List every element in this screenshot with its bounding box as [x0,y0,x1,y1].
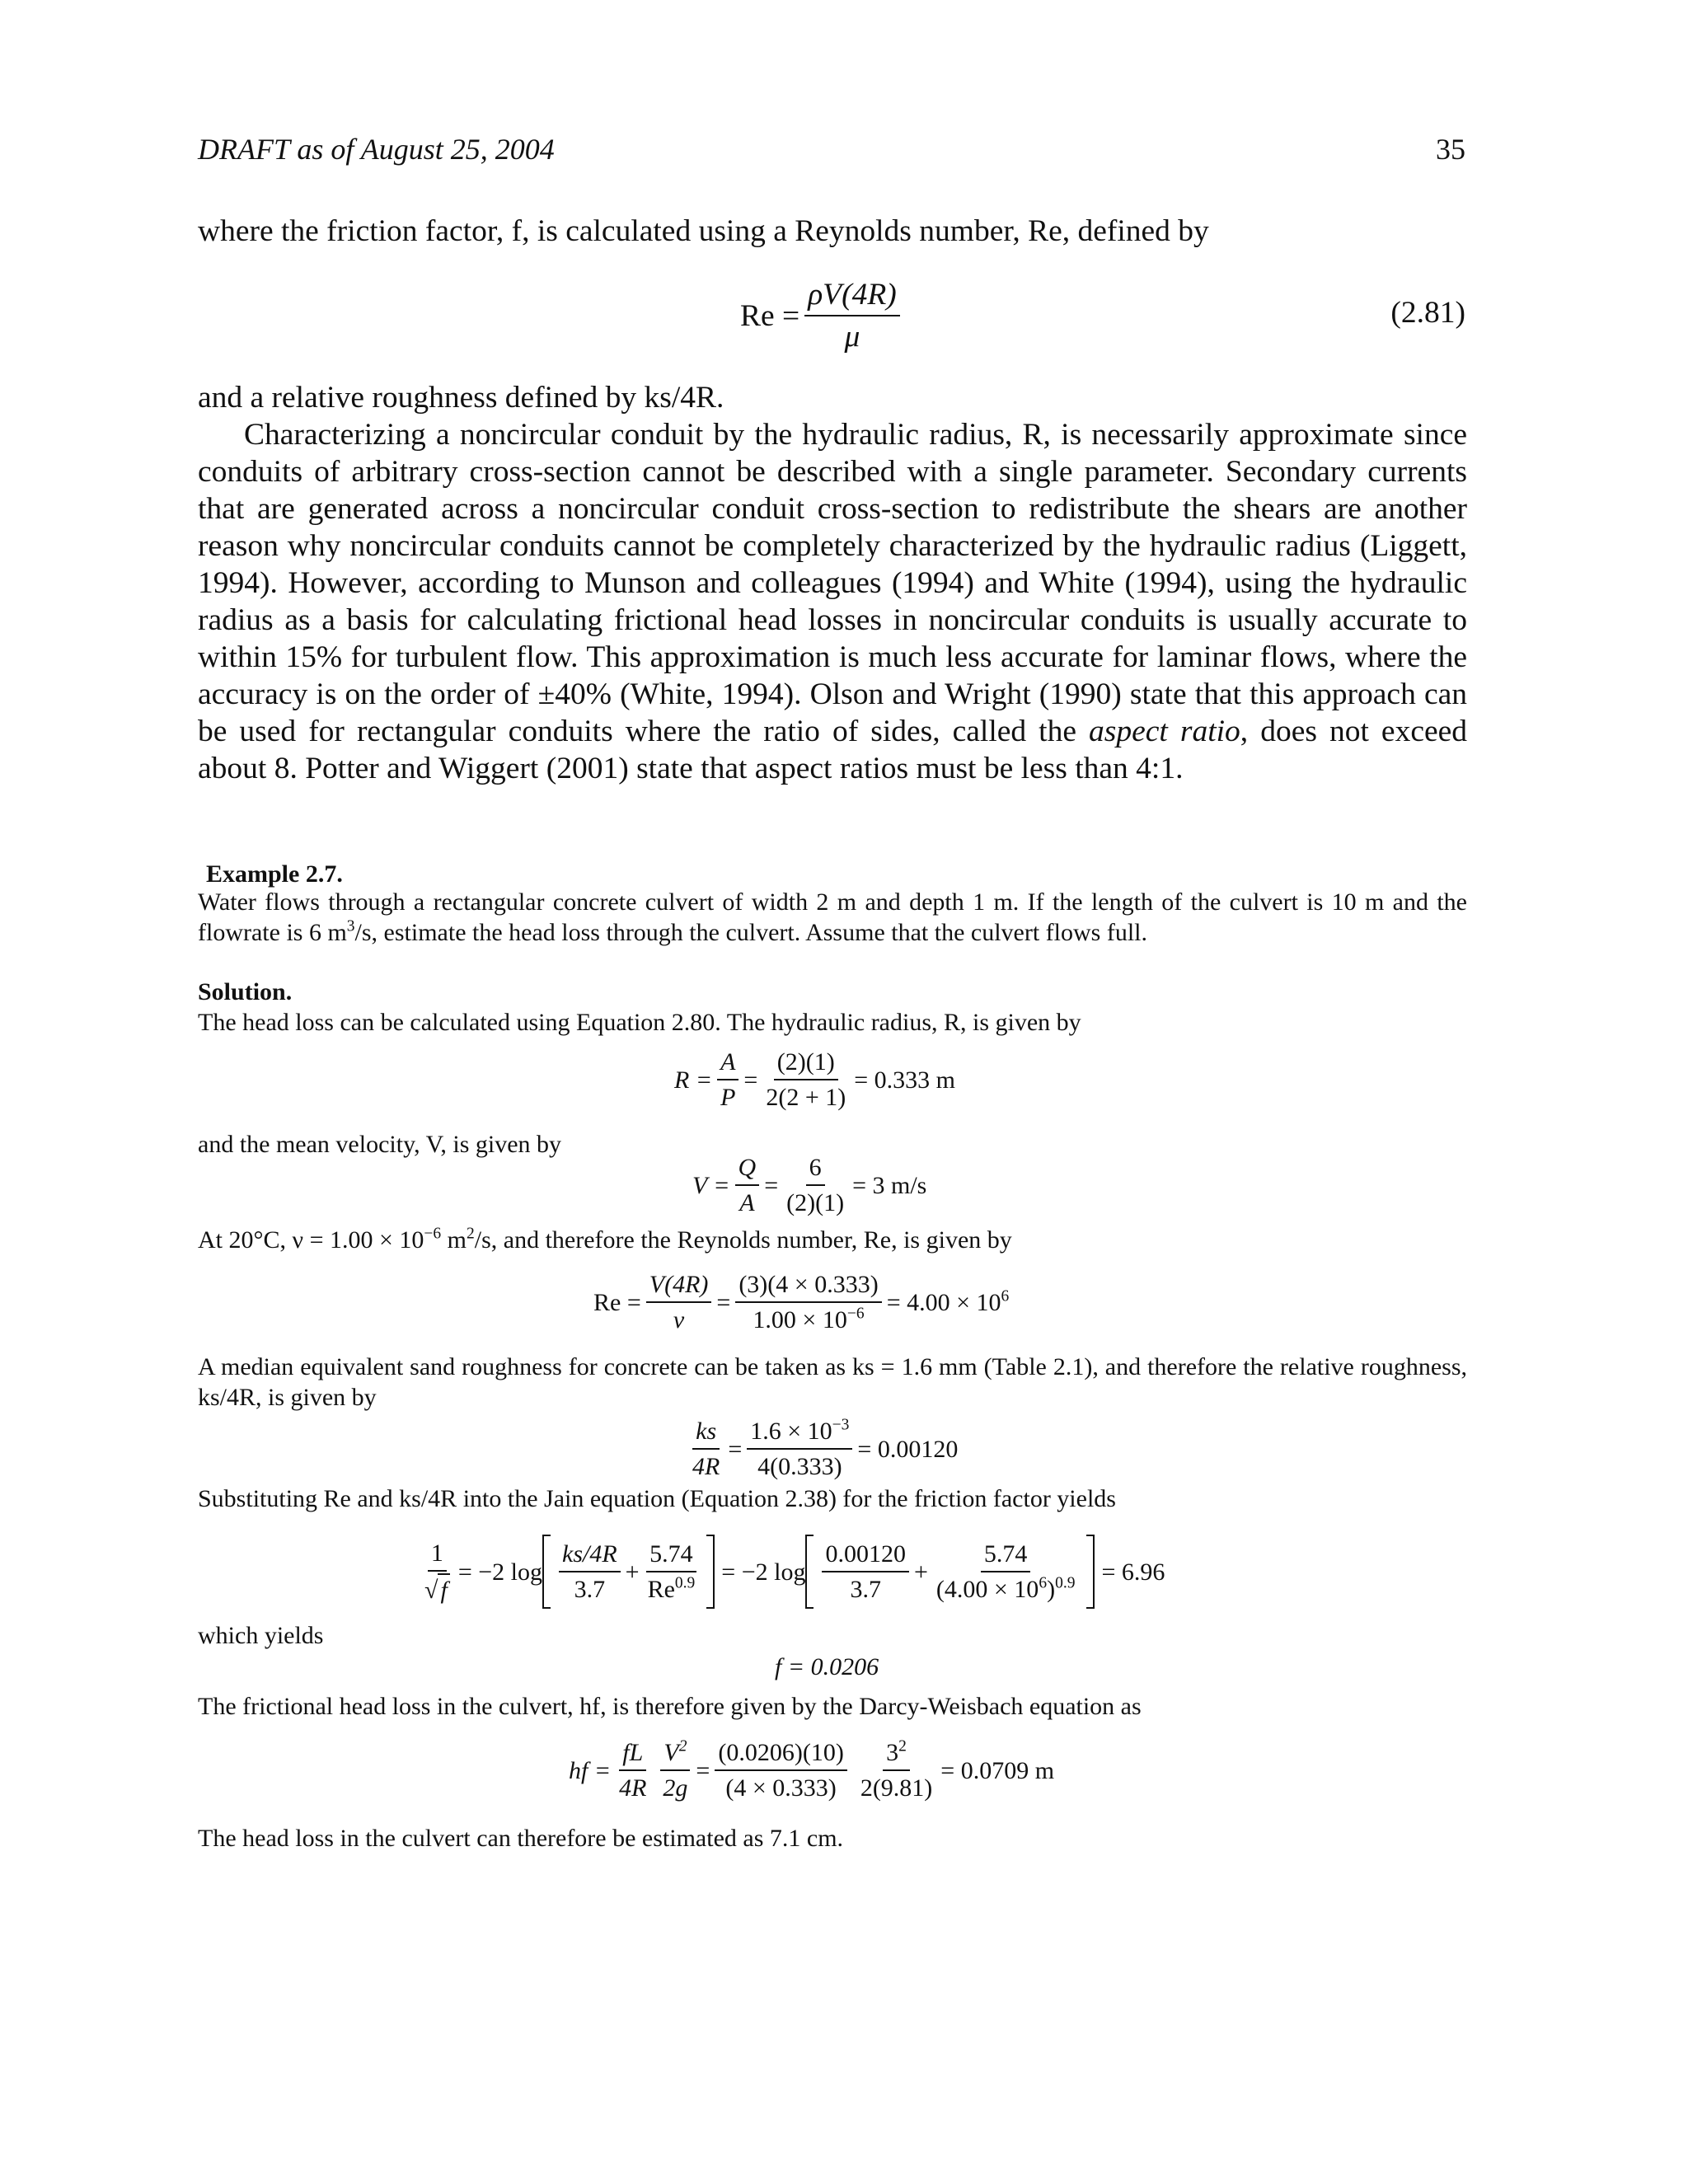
eq-281-lhs: Re = [740,298,800,333]
equation-relative-roughness: $\frac{ks}{4R}$ = $\frac{1.6 \times 10^{-3}}{4(0.333)}$ = 0.00120 [684,1416,958,1482]
eq-jain-a-num: ks/4R [559,1539,621,1572]
solution-line-4: A median equivalent sand roughness for concrete can be taken as ks = 1.6 mm (Table 2.1), and therefore the relative roughness, ks/4R, is given by [198,1353,1467,1411]
eq-jain-c-num: 0.00120 [822,1539,909,1572]
equation-reynolds: Re = $\frac{V(4R)}{\nu}$ = $\frac{(3)(4 \times 0.333)}{1.00 \times 10^{-6}}$ = $4.00 \times 10^6$ [593,1271,1010,1333]
eq-jain-result: = 6.96 [1101,1558,1165,1586]
right-bracket-1 [706,1535,715,1609]
line3-b: m [441,1226,467,1254]
line3-sup: −6 [424,1225,442,1243]
eq-jain-b-num: 5.74 [646,1539,696,1572]
equation-head-loss: hf = $\frac{fL}{4R}$ $\frac{V^2}{2g}$ = $\frac{(0.0206)(10)}{(4 \times 0.333)}$ $\frac{3^2}{2(9.81)}$ = 0.0709 m [569,1737,1055,1802]
eq-281-denominator: μ [844,320,860,354]
eq-hf-result: = 0.0709 m [940,1756,1055,1784]
eq-ks-result: = 0.00120 [857,1435,959,1463]
eq-hf-den4: 2(9.81) [860,1774,933,1802]
eq-v-den1: A [739,1189,755,1216]
solution-line-6: which yields [198,1622,324,1649]
eq-jain-mid2: = −2 log [721,1558,806,1586]
eq-hf-den1: 4R [619,1774,647,1802]
eq-v-den2: (2)(1) [786,1189,845,1216]
eq-re-result-sup: 6 [1001,1286,1010,1305]
eq-r-result: = 0.333 m [854,1066,955,1094]
eq-hf-den2: 2g [663,1774,688,1802]
line3-a: At 20°C, ν = 1.00 × 10 [198,1226,424,1254]
right-bracket-2 [1086,1535,1095,1609]
eq-re-num1: V(4R) [646,1269,712,1303]
aspect-ratio-term: aspect ratio [1089,715,1240,748]
eq-hf-num2-sup: 2 [678,1737,687,1755]
eq-v-num2: 6 [806,1152,825,1186]
example-heading: Example 2.7. [206,860,343,888]
solution-heading: Solution. [198,978,293,1005]
solution-line-7: The frictional head loss in the culvert, hf, is therefore given by the Darcy-Weisbach equation as [198,1693,1142,1720]
eq-hf-den3: (4 × 0.333) [725,1774,837,1802]
eq-r-den2: 2(2 + 1) [766,1084,846,1111]
eq-re-den1: ν [673,1306,685,1333]
eq-r-num1: A [717,1047,738,1080]
eq-r-num2: (2)(1) [774,1047,838,1080]
intro-line: where the friction factor, f, is calculated using a Reynolds number, Re, defined by [198,214,1209,248]
solution-line-5: Substituting Re and ks/4R into the Jain equation (Equation 2.38) for the friction factor yields [198,1485,1116,1512]
eq-jain-e-den-sup2: 0.9 [1055,1574,1076,1592]
line3-sup2: 2 [467,1225,475,1243]
solution-line-3 [198,1225,1467,1255]
example-superscript: 3 [346,917,355,935]
eq-jain-e-den-close: ) [1047,1576,1056,1603]
eq-hf-num4-sup: 2 [898,1737,907,1755]
paragraph-text-2: , does not exceed about 8. Potter and Wiggert (2001) state that aspect ratios must be less than 4:1. [198,715,1467,785]
page-number: 35 [1436,133,1465,166]
eq-jain-plus-2: + [913,1558,928,1586]
eq-hf-num2: V [663,1739,679,1766]
equation-jain: 1 √ f = −2 log $\frac{ks/4R}{3.7}$ + $\frac{5.74}{Re^{0.9}}$ = −2 log $\frac{0.00120}{3.7}$ + $\frac{5.74}{(4.00 \times 10^6)^{0.9}}$ = 6.96 [416,1535,1165,1609]
eq-jain-b-den-sup: 0.9 [674,1574,696,1592]
eq-jain-num0: 1 [428,1538,447,1572]
solution-conclusion: The head loss in the culvert can therefore be estimated as 7.1 cm. [198,1825,844,1852]
line3-c: /s, and therefore the Reynolds number, Re, is given by [474,1226,1012,1254]
roughness-line: and a relative roughness defined by ks/4R. [198,381,724,415]
equation-hydraulic-radius: R = $\frac{A}{P}$ = $\frac{(2)(1)}{2(2 + 1)}$ = 0.333 m [674,1048,955,1111]
eq-re-num2: (3)(4 × 0.333) [735,1269,881,1303]
eq-jain-plus-1: + [625,1558,640,1586]
eq-jain-a-den: 3.7 [574,1576,606,1603]
eq-jain-b-den: Re [647,1576,675,1603]
eq-jain-e-den: (4.00 × 10 [935,1576,1039,1603]
solution-line-2: and the mean velocity, V, is given by [198,1131,562,1158]
eq-ks-num1: ks [692,1416,720,1450]
eq-re-den2: 1.00 × 10 [753,1306,847,1333]
eq-v-lhs: V = [692,1171,730,1199]
eq-re-result: = 4.00 × 10 [886,1288,1001,1316]
left-bracket-1 [542,1535,551,1609]
hydraulic-radius-paragraph [198,416,1467,787]
eq-ks-num2: 1.6 × 10 [750,1418,832,1445]
eq-ks-den2: 4(0.333) [757,1453,842,1480]
example-statement [198,887,1467,948]
eq-v-result: = 3 m/s [852,1171,927,1199]
equation-2-81 [740,276,905,355]
left-bracket-2 [805,1535,814,1609]
eq-hf-num1: fL [619,1737,646,1771]
eq-re-den2-sup: −6 [846,1305,865,1323]
eq-jain-e-den-sup: 6 [1039,1574,1048,1592]
eq-jain-c-den: 3.7 [850,1576,881,1603]
equation-velocity: V = $\frac{Q}{A}$ = $\frac{6}{(2)(1)}$ = 3 m/s [692,1154,927,1216]
eq-hf-lhs: hf = [569,1756,612,1784]
eq-hf-num4: 3 [886,1739,899,1766]
eq-jain-den0: f [438,1573,449,1605]
example-text-a: Water flows through a rectangular concrete culvert of width 2 m and depth 1 m. If the length of the culvert is 10 m and the flowrate is 6 m [198,888,1467,946]
eq-re-lhs: Re = [593,1288,641,1316]
equation-number-2-81: (2.81) [1390,296,1465,330]
example-text-b: /s, estimate the head loss through the culvert. Assume that the culvert flows full. [354,919,1148,946]
page-header-title: DRAFT as of August 25, 2004 [198,133,555,166]
eq-281-numerator: ρV(4R) [804,276,900,316]
eq-v-num1: Q [735,1152,760,1186]
eq-hf-num3: (0.0206)(10) [715,1737,846,1771]
solution-line-1: The head loss can be calculated using Equation 2.80. The hydraulic radius, R, is given by [198,1009,1081,1036]
eq-jain-e-num: 5.74 [981,1539,1031,1572]
eq-ks-den1: 4R [692,1453,720,1480]
eq-r-lhs: R = [674,1066,713,1094]
eq-ks-num2-sup: −3 [832,1416,850,1434]
equation-friction-factor: f = 0.0206 [775,1653,879,1680]
eq-r-den1: P [720,1084,736,1111]
paragraph-text-1: Characterizing a noncircular conduit by the hydraulic radius, R, is necessarily approximate since conduits of arbitrary cross-section cannot be described with a single parameter. Secondary currents that are generated across a noncircular conduit cross-section to redistribute the shears are another reason why noncircular conduits cannot be completely characterized by the hydraulic radius (Liggett, 1994). However, according to Munson and colleagues (1994) and White (1994), using the hydraulic radius as a basis for calculating frictional head losses in noncircular conduits is usually accurate to within 15% for turbulent flow. This approximation is much less accurate for laminar flows, where the accuracy is on the order of ±40% (White, 1994). Olson and Wright (1990) state that this approach can be used for rectangular conduits where the ratio of sides, called the [198,418,1467,748]
eq-jain-mid1: = −2 log [457,1558,542,1586]
